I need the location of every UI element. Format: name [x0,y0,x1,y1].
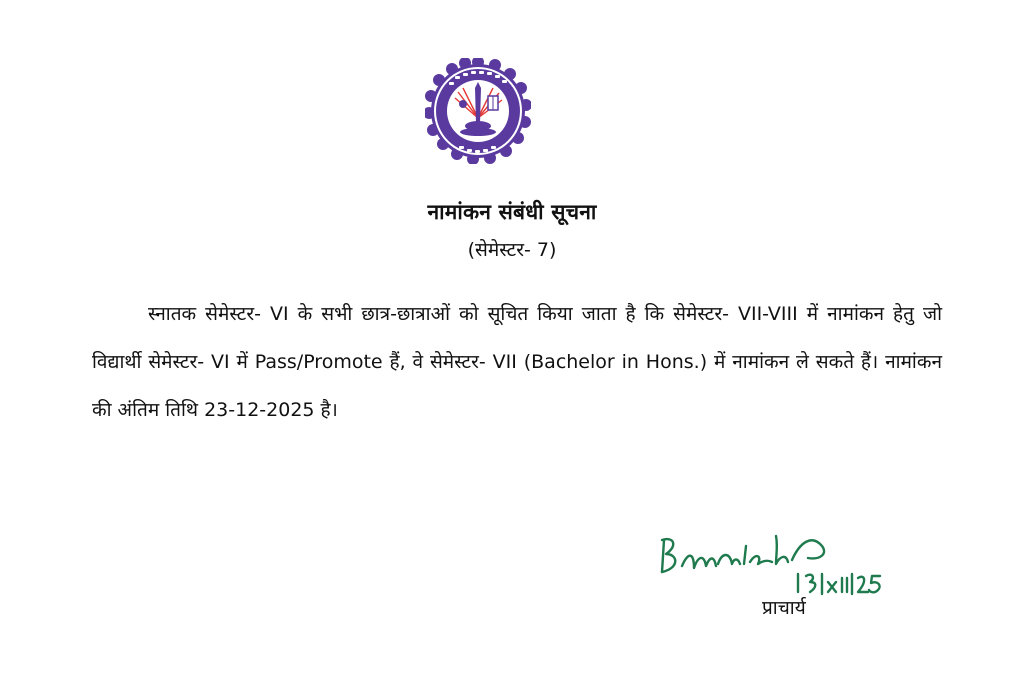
notice-body [92,290,942,434]
notice-paragraph: स्नातक सेमेस्टर- VI के सभी छात्र-छात्राओं को सूचित किया जाता है कि सेमेस्टर- VII-VIII में नामांकन हेतु जो विद्यार्थी सेमेस्टर- VI में Pass/Promote हैं, वे सेमेस्टर- VII (Bachelor in Hons.) में नामांकन ले सकते हैं। नामांकन की अंतिम तिथि 23-12-2025 है। [92,303,942,421]
signature-graphic [652,516,892,600]
college-seal-logo [425,58,531,164]
notice-title: नामांकन संबंधी सूचना [427,200,597,224]
seal-graphic [425,58,531,164]
notice-subtitle: (सेमेस्टर- 7) [467,239,557,261]
signatory-designation: प्राचार्य [762,597,806,619]
handwritten-signature [652,516,892,600]
